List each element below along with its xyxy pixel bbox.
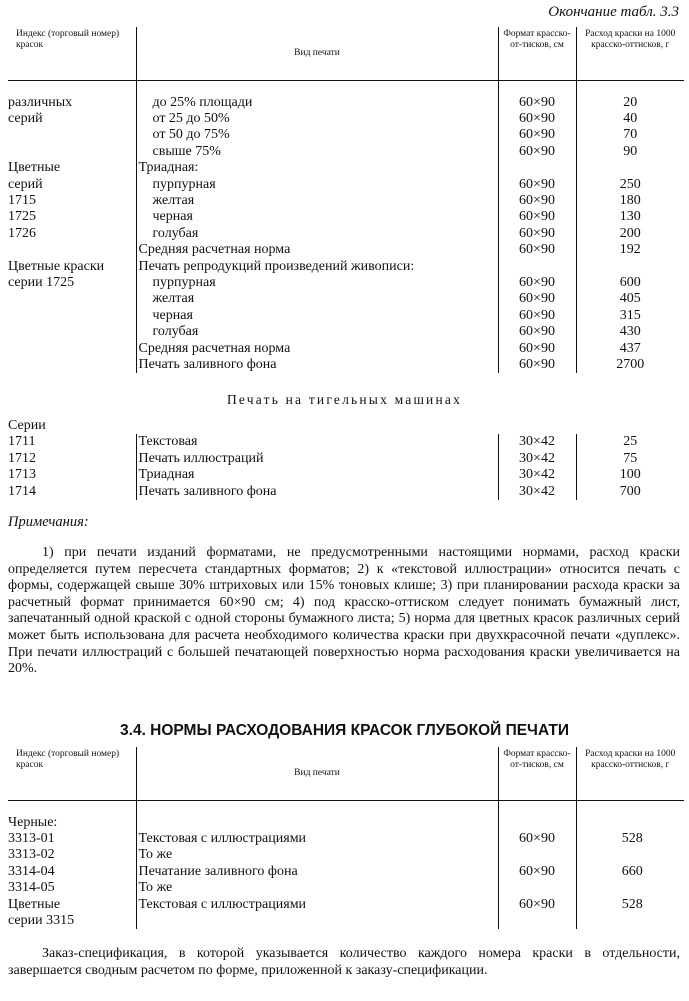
- table-row: [8, 80, 684, 111]
- print-type-cell: голубая: [136, 226, 498, 242]
- header-index: Индекс (торговый номер) красок: [8, 747, 136, 800]
- usage-cell: [576, 800, 684, 831]
- table-row: [8, 800, 684, 831]
- print-type-cell: Средняя расчетная норма: [136, 341, 498, 357]
- table-row: [8, 308, 684, 324]
- print-type-cell: Средняя расчетная норма: [136, 242, 498, 258]
- table-row: [8, 434, 684, 450]
- header-usage: Расход краски на 1000 красско-оттисков, г: [576, 27, 684, 80]
- index-cell: 3314-05: [8, 880, 55, 896]
- table-row: [8, 209, 684, 225]
- usage-cell: 130: [576, 209, 684, 225]
- print-type-cell: Печатание заливного фона: [136, 864, 498, 880]
- print-type-cell: пурпурная: [136, 275, 498, 291]
- usage-cell: [576, 160, 684, 176]
- format-cell: 30×42: [498, 451, 576, 467]
- usage-cell: 405: [576, 291, 684, 307]
- print-type-cell: от 25 до 50%: [136, 111, 498, 127]
- index-cell: различных: [8, 94, 73, 110]
- section-title-platen: Печать на тигельных машинах: [226, 392, 463, 407]
- print-type-cell: То же: [136, 880, 498, 896]
- print-type-cell: Текстовая с иллюстрациями: [136, 897, 498, 913]
- print-type-cell: желтая: [136, 291, 498, 307]
- usage-cell: [576, 847, 684, 863]
- index-cell: [8, 144, 136, 160]
- print-type-cell: То же: [136, 847, 498, 863]
- header-print-type: Вид печати: [136, 27, 498, 80]
- print-type-cell: от 50 до 75%: [136, 127, 498, 143]
- table-row: [8, 418, 684, 434]
- usage-cell: 40: [576, 111, 684, 127]
- usage-cell: 430: [576, 324, 684, 340]
- format-cell: 60×90: [498, 209, 576, 225]
- ink-norms-table-continued: [8, 27, 684, 373]
- index-cell: [8, 324, 136, 340]
- table-row: [8, 127, 684, 143]
- index-cell: 1726: [8, 225, 36, 241]
- usage-cell: [576, 259, 684, 275]
- table-row: [8, 160, 684, 176]
- usage-cell: 600: [576, 275, 684, 291]
- print-type-cell: [136, 913, 498, 929]
- format-cell: 60×90: [498, 242, 576, 258]
- table-row: [8, 111, 684, 127]
- index-cell: Цветные: [8, 896, 61, 912]
- index-cell: [8, 357, 136, 373]
- table-row: [8, 913, 684, 929]
- index-cell: [8, 291, 136, 307]
- usage-cell: 250: [576, 177, 684, 193]
- format-cell: 60×90: [498, 226, 576, 242]
- table-row: [8, 291, 684, 307]
- print-type-cell: Текстовая: [136, 434, 498, 450]
- format-cell: [498, 913, 576, 929]
- index-cell: Серии: [8, 418, 46, 433]
- format-cell: 60×90: [498, 80, 576, 111]
- format-cell: 60×90: [498, 831, 576, 847]
- index-cell: серий: [8, 110, 43, 126]
- header-index: Индекс (торговый номер) красок: [8, 27, 136, 80]
- index-cell: [8, 308, 136, 324]
- format-cell: [498, 259, 576, 275]
- format-cell: 60×90: [498, 111, 576, 127]
- index-cell: [8, 127, 136, 143]
- usage-cell: 180: [576, 193, 684, 209]
- header-print-type: Вид печати: [136, 747, 498, 800]
- print-type-cell: [136, 418, 498, 434]
- format-cell: [498, 418, 576, 434]
- index-cell: 3313-01: [8, 830, 55, 846]
- usage-cell: 660: [576, 864, 684, 880]
- usage-cell: 20: [576, 80, 684, 111]
- table-row: [8, 897, 684, 913]
- print-type-cell: голубая: [136, 324, 498, 340]
- table-row: [8, 847, 684, 863]
- table-row: [8, 880, 684, 896]
- format-cell: 60×90: [498, 275, 576, 291]
- usage-cell: [576, 880, 684, 896]
- format-cell: 60×90: [498, 341, 576, 357]
- format-cell: 60×90: [498, 897, 576, 913]
- print-type-cell: черная: [136, 209, 498, 225]
- usage-cell: [576, 913, 684, 929]
- format-cell: [498, 880, 576, 896]
- index-cell: 1712: [8, 450, 36, 466]
- table-row: [8, 177, 684, 193]
- header-format: Формат красско-от-тисков, см: [498, 27, 576, 80]
- table-row: [8, 242, 684, 258]
- usage-cell: 437: [576, 341, 684, 357]
- usage-cell: 90: [576, 144, 684, 160]
- usage-cell: 200: [576, 226, 684, 242]
- print-type-cell: Печать заливного фона: [136, 484, 498, 500]
- format-cell: 60×90: [498, 177, 576, 193]
- table-row: [8, 324, 684, 340]
- usage-cell: 700: [576, 484, 684, 500]
- format-cell: 60×90: [498, 357, 576, 373]
- index-cell: [8, 242, 136, 258]
- usage-cell: 192: [576, 242, 684, 258]
- index-cell: серии 3315: [8, 912, 75, 928]
- usage-cell: 528: [576, 897, 684, 913]
- platen-printing-table: [8, 418, 684, 500]
- index-cell: 3313-02: [8, 847, 55, 863]
- index-cell: серии 1725: [8, 274, 75, 290]
- print-type-cell: пурпурная: [136, 177, 498, 193]
- header-usage: Расход краски на 1000 красско-оттисков, г: [576, 747, 684, 800]
- print-type-cell: Триадная:: [136, 160, 498, 176]
- header-format: Формат красско-от-тисков, см: [498, 747, 576, 800]
- index-cell: [8, 341, 136, 357]
- notes-title: Примечания:: [8, 514, 89, 530]
- index-cell: 1714: [8, 483, 36, 499]
- index-cell: 1711: [8, 434, 36, 450]
- print-type-cell: Печать иллюстраций: [136, 451, 498, 467]
- index-cell: Цветные краски: [8, 258, 105, 274]
- print-type-cell: черная: [136, 308, 498, 324]
- print-type-cell: Триадная: [136, 467, 498, 483]
- print-type-cell: [136, 800, 498, 831]
- table-row: [8, 275, 684, 291]
- usage-cell: 75: [576, 451, 684, 467]
- index-cell: 1713: [8, 467, 36, 483]
- print-type-cell: Печать заливного фона: [136, 357, 498, 373]
- section-heading-3-4: 3.4. НОРМЫ РАСХОДОВАНИЯ КРАСОК ГЛУБОКОЙ ПЕЧАТИ: [120, 722, 569, 739]
- table3-body: [8, 800, 684, 929]
- print-type-cell: свыше 75%: [136, 144, 498, 160]
- index-cell: серий: [8, 176, 43, 192]
- format-cell: 60×90: [498, 308, 576, 324]
- usage-cell: 315: [576, 308, 684, 324]
- format-cell: [498, 847, 576, 863]
- format-cell: 30×42: [498, 434, 576, 450]
- print-type-cell: желтая: [136, 193, 498, 209]
- format-cell: [498, 800, 576, 831]
- table-row: [8, 226, 684, 242]
- usage-cell: 100: [576, 467, 684, 483]
- usage-cell: 528: [576, 831, 684, 847]
- format-cell: 60×90: [498, 864, 576, 880]
- index-cell: 3314-04: [8, 863, 55, 879]
- print-type-cell: Печать репродукций произведений живописи:: [136, 259, 498, 275]
- table-row: [8, 341, 684, 357]
- usage-cell: [576, 418, 684, 434]
- table-row: [8, 357, 684, 373]
- usage-cell: 25: [576, 434, 684, 450]
- usage-cell: 70: [576, 127, 684, 143]
- format-cell: 30×42: [498, 467, 576, 483]
- table-row: [8, 864, 684, 880]
- table-row: [8, 193, 684, 209]
- table-row: [8, 259, 684, 275]
- format-cell: 60×90: [498, 324, 576, 340]
- format-cell: 60×90: [498, 291, 576, 307]
- notes-text: 1) при печати изданий форматами, не предусмотренными настоящими нормами, расход краски определяется путем пересчета стандартных форматов; 2) к «текстовой иллюстрации» относится печать с формы, содержащей свыше 30% штриховых или 15% тоновых клише; 3) при планировании расхода краски за расчетный формат принимается 60×90 см; 4) под красско-оттиском следует понимать бумажный лист, запечатанный одной краской с одной стороны бумажного листа; 5) норма для цветных красок различных серий может быть использована для расчета необходимого количества краски при двухкрасочной печати «дуплекс». При печати иллюстраций с большей печатающей поверхностью норма расходования краски увеличивается на 20%.: [8, 545, 680, 677]
- continuation-title: Окончание табл. 3.3: [548, 4, 679, 20]
- format-cell: 60×90: [498, 144, 576, 160]
- print-type-cell: до 25% площади: [136, 80, 498, 111]
- usage-cell: 2700: [576, 357, 684, 373]
- table2-body: [8, 418, 684, 500]
- print-type-cell: Текстовая с иллюстрациями: [136, 831, 498, 847]
- index-cell: 1715: [8, 192, 36, 208]
- format-cell: 60×90: [498, 193, 576, 209]
- index-cell: Черные:: [8, 814, 58, 830]
- index-cell: 1725: [8, 209, 36, 225]
- notes-block: [8, 545, 680, 678]
- gravure-ink-norms-table: [8, 747, 684, 929]
- table-row: [8, 451, 684, 467]
- format-cell: 60×90: [498, 127, 576, 143]
- format-cell: [498, 160, 576, 176]
- table-row: [8, 467, 684, 483]
- format-cell: 30×42: [498, 484, 576, 500]
- table-row: [8, 484, 684, 500]
- table1-body: [8, 80, 684, 373]
- closing-text: Заказ-спецификация, в которой указывается количество каждого номера краски в отдельности, завершается сводным расчетом по форме, приложенной к заказу-спецификации.: [8, 946, 680, 978]
- table-row: [8, 144, 684, 160]
- table-row: [8, 831, 684, 847]
- index-cell: Цветные: [8, 160, 61, 176]
- closing-block: [8, 946, 680, 979]
